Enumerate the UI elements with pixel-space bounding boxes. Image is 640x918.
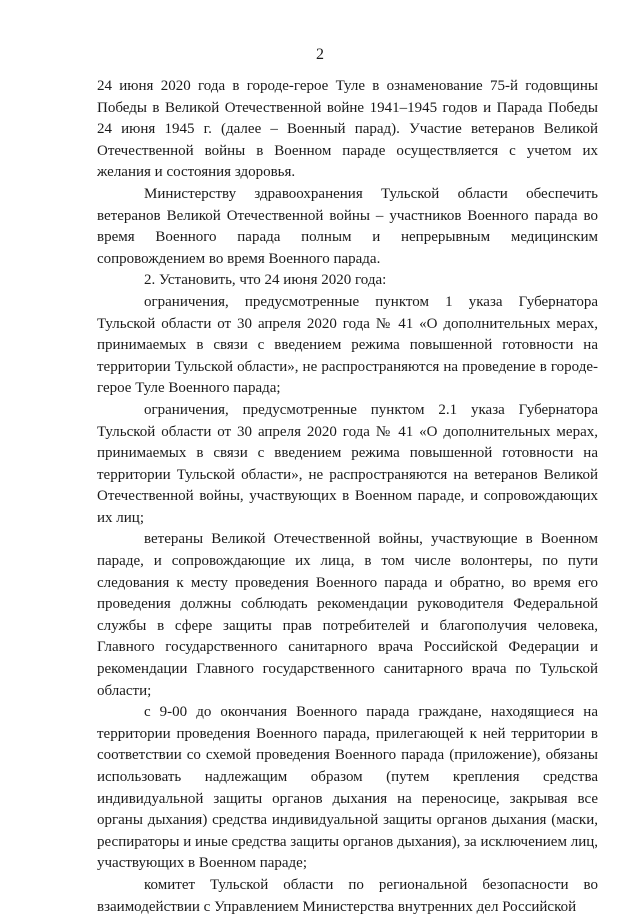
paragraph-8: комитет Тульской области по региональной безопасности во взаимодействии с Управлением Министерства внутренних дел Российской: [97, 876, 598, 915]
page-number: 2: [316, 46, 324, 63]
paragraph-4: ограничения, предусмотренные пунктом 1 указа Губернатора Тульской области от 30 апреля 2020 года № 41 «О дополнительных мерах, принимаемых в связи с введением режима повышенной готовности на территории Тульской области», не распространяются на проведение в городе-герое Туле Военного парада;: [97, 293, 598, 397]
paragraph-5: ограничения, предусмотренные пунктом 2.1 указа Губернатора Тульской области от 30 апреля 2020 года № 41 «О дополнительных мерах, принимаемых в связи с введением режима повышенной готовности на территории Тульской области», не распространяются на ветеранов Великой Отечественной войны, участвующих в Военном параде, и сопровождающих их лиц;: [97, 401, 598, 526]
paragraph-7: с 9-00 до окончания Военного парада граждане, находящиеся на территории проведения Военного парада, прилегающей к ней территории в соответствии со схемой проведения Военного парада (приложение), обязаны использовать надлежащим образом (путем крепления средства индивидуальной защиты органов дыхания на переносице, закрывая все органы дыхания) средства индивидуальной защиты органов дыхания (маски, респираторы и иные средства защиты органов дыхания), за исключением лиц, участвующих в Военном параде;: [97, 704, 598, 872]
paragraph-3: 2. Установить, что 24 июня 2020 года:: [144, 272, 387, 289]
document-body: [97, 76, 598, 918]
paragraph-6: ветераны Великой Отечественной войны, участвующие в Военном параде, и сопровождающие их лица, в том числе волонтеры, по пути следования к месту проведения Военного парада и обратно, во время его проведения должны соблюдать рекомендации руководителя Федеральной службы в сфере защиты прав потребителей и благополучия человека, Главного государственного санитарного врача Российской Федерации и рекомендации Главного государственного санитарного врача по Тульской области;: [97, 531, 598, 699]
paragraph-1: 24 июня 2020 года в городе-герое Туле в ознаменование 75-й годовщины Победы в Великой Отечественной войне 1941–1945 годов и Парада Победы 24 июня 1945 г. (далее – Военный парад). Участие ветеранов Великой Отечественной войны в Военном параде осуществляется с учетом их желания и состояния здоровья.: [97, 78, 598, 181]
paragraph-2: Министерству здравоохранения Тульской области обеспечить ветеранов Великой Отечественной войны – участников Военного парада во время Военного парада полным и непрерывным медицинским сопровождением во время Военного парада.: [97, 185, 598, 267]
